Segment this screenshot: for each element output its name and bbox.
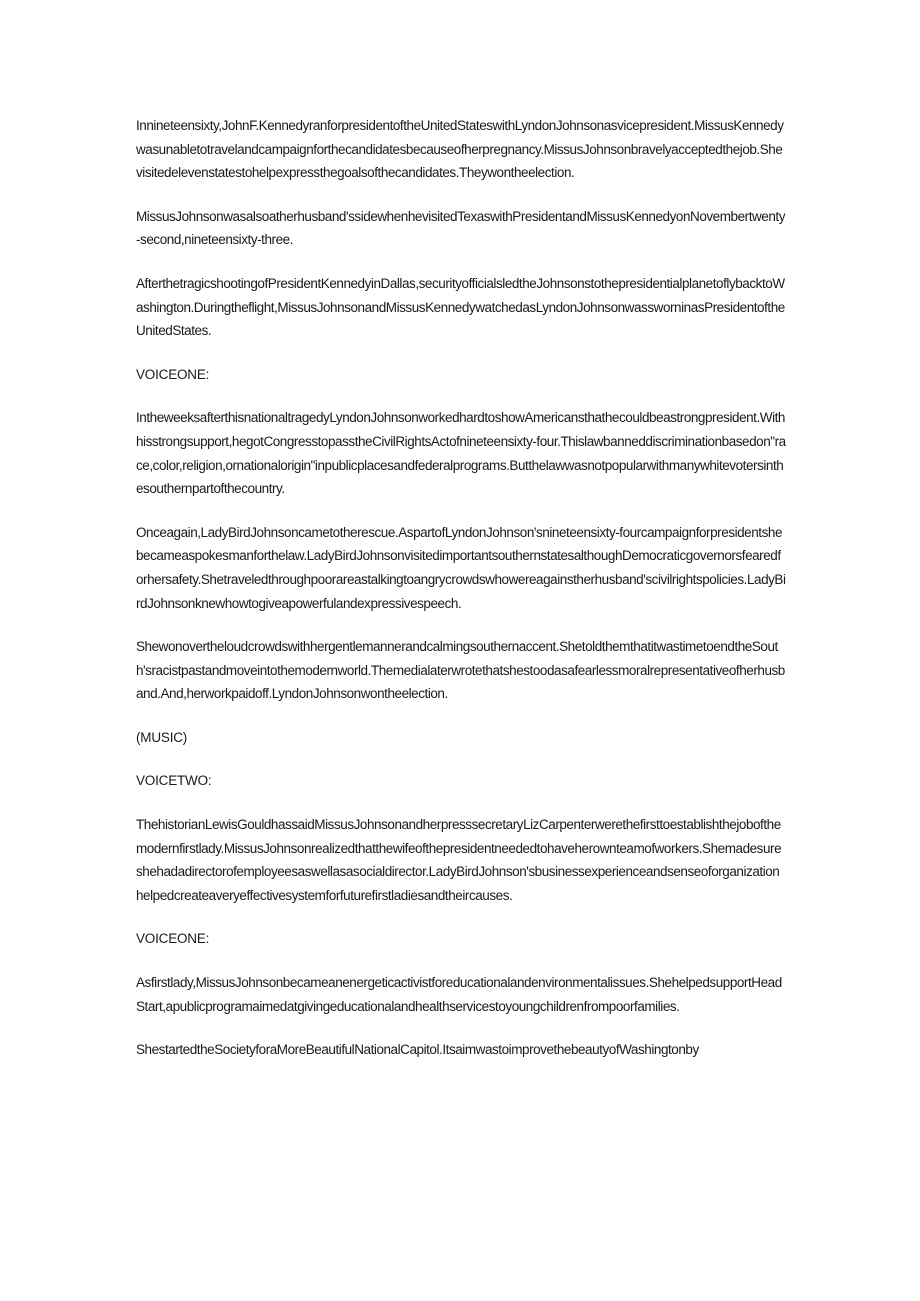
paragraph-southern-crowds: Shewonovertheloudcrowdswithhergentlemannerandcalmingsouthernaccent.ShetoldthemthatitwastimetoendtheSouth'sracistpastandmoveintothemodernworld.Themedialaterwrotethatshestoodasafearlessmoralrepresentativeofherhusband.And,herworkpaidoff.LyndonJohnsonwontheelection. xyxy=(136,639,785,702)
paragraph-1964-campaign: Onceagain,LadyBirdJohnsoncametotherescue.AspartofLyndonJohnson'snineteensixty-fourcampaignforpresidentshebecameaspokesmanforthelaw.LadyBirdJohnsonvisitedimportantsouthernstatesalthoughDemocraticgovernorsfearedforhersafety.Shetraveledthroughpoorareastalkingtoangrycrowdswhowereagainstherhusband'scivilrightspolicies.LadyBirdJohnsonknewhowtogiveapowerfulandexpressivespeech. xyxy=(136,524,786,611)
paragraph-dallas-shooting: AfterthetragicshootingofPresidentKennedyinDallas,securityofficialsledtheJohnsonstothepresidentialplanetoflybacktoWashington.Duringtheflight,MissusJohnsonandMissusKennedywatchedasLyndonJohnsonwassworninasPresidentoftheUnitedStates. xyxy=(136,275,785,339)
paragraph-civil-rights-act: IntheweeksafterthisnationaltragedyLyndonJohnsonworkedhardtoshowAmericansthathecouldbeastrongpresident.Withhisstrongsupport,hegotCongresstopasstheCivilRightsActofnineteensixty-four.Thislawbanneddiscriminationbasedon"race,color,religion,ornationalorigin"inpublicplacesandfederalprograms.Butthelawwasnotpopularwithmanywhitevotersinthesouthernpartofthecountry. xyxy=(136,410,786,497)
paragraph-texas-visit: MissusJohnsonwasalsoatherhusband'ssidewhenhevisitedTexaswithPresidentandMissusKennedyonNovembertwenty-second,nineteensixty-three. xyxy=(136,208,786,248)
paragraph-modern-first-lady: ThehistorianLewisGouldhassaidMissusJohnsonandherpresssecretaryLizCarpenterwerethefirsttoestablishthejobofthemodernfirstlady.MissusJohnsonrealizedthatthewifeofthepresidentneededtohaveherownteamofworkers.Shemadesureshehadadirectorofemployeesaswellasasocialdirector.LadyBirdJohnson'sbusinessexperienceandsenseoforganizationhelpedcreateaveryeffectivesystemforfuturefirstladiesandtheircauses. xyxy=(136,817,782,903)
speaker-label-voice-two: VOICETWO: xyxy=(136,773,212,789)
paragraph-head-start: Asfirstlady,MissusJohnsonbecameanenergeticactivistforeducationalandenvironmentalissues.ShehelpedsupportHeadStart,apublicprogramaimedatgivingeducationalandhealthservicestoyoungchildrenfrompoorfamilies. xyxy=(136,975,782,1014)
paragraph-1960-campaign: Inninetеensixty,JohnF.KennedyranforpresidentoftheUnitedStateswithLyndonJohnsonasvicepresident.MissusKennedywasunabletotravelandcampaignforthecandidatesbecauseofherpregnancy.MissusJohnsonbravelyacceptedthejob.Shevisitedelevenstatestohelpexpressthegoalsofthecandidates.Theywontheelection. xyxy=(136,118,784,181)
paragraph-beautiful-capitol: ShestartedtheSocietyforaMoreBeautifulNationalCapitol.ItsaimwastoimprovethebeautyofWashingtonby xyxy=(136,1042,699,1058)
speaker-label-voice-one: VOICEONE: xyxy=(136,366,210,382)
music-cue: (MUSIC) xyxy=(136,729,188,745)
document-body xyxy=(136,114,786,1082)
speaker-label-voice-one-2: VOICEONE: xyxy=(136,931,210,947)
